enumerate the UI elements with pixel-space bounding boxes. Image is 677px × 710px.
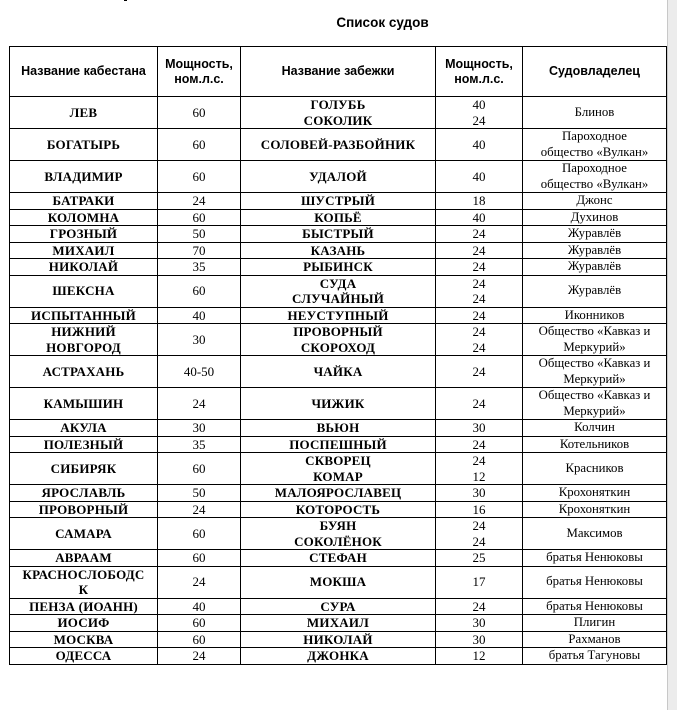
owner-cell-line: Меркурий» bbox=[563, 339, 626, 354]
capstan-name-cell-line: БАТРАКИ bbox=[52, 193, 115, 208]
boat-name-cell bbox=[241, 501, 436, 518]
capstan-power-cell: 60 bbox=[158, 97, 241, 129]
boat-power-cell-line: 16 bbox=[472, 501, 486, 517]
capstan-name-cell bbox=[10, 598, 158, 615]
capstan-name-cell bbox=[10, 356, 158, 388]
capstan-name-cell-line: НИЖНИЙ bbox=[51, 324, 116, 339]
boat-power-cell bbox=[436, 259, 523, 276]
capstan-power-cell: 40 bbox=[158, 598, 241, 615]
table-row bbox=[10, 501, 667, 518]
owner-cell-line: Джонс bbox=[576, 193, 613, 207]
capstan-name-cell-line: САМАРА bbox=[55, 525, 112, 541]
boat-name-cell-line: МАЛОЯРОСЛАВЕЦ bbox=[274, 485, 402, 500]
boat-name-cell bbox=[241, 307, 436, 324]
page-shadow bbox=[668, 0, 677, 710]
capstan-name-cell-line: НОВГОРОД bbox=[46, 339, 121, 355]
capstan-power-cell: 70 bbox=[158, 242, 241, 259]
boat-name-cell-line: ЧИЖИК bbox=[311, 395, 365, 411]
boat-power-cell bbox=[436, 275, 523, 307]
boat-name-cell bbox=[241, 209, 436, 226]
table-row bbox=[10, 566, 667, 598]
boat-name-cell-line: ДЖОНКА bbox=[307, 648, 369, 663]
boat-name-cell-line: КАЗАНЬ bbox=[310, 242, 366, 258]
owner-cell-line: Блинов bbox=[574, 104, 615, 119]
owner-cell bbox=[523, 598, 667, 615]
capstan-name-cell bbox=[10, 453, 158, 485]
table-row bbox=[10, 242, 667, 259]
capstan-name-cell bbox=[10, 129, 158, 161]
boat-power-cell-line: 40 bbox=[472, 168, 486, 184]
capstan-name-cell-line: НИКОЛАЙ bbox=[48, 259, 119, 274]
boat-name-cell-line: СОЛОВЕЙ-РАЗБОЙНИК bbox=[260, 136, 416, 152]
capstan-name-cell-line: К bbox=[78, 582, 89, 597]
capstan-name-cell bbox=[10, 485, 158, 502]
boat-name-cell bbox=[241, 648, 436, 665]
table-row bbox=[10, 518, 667, 550]
owner-cell bbox=[523, 275, 667, 307]
owner-cell bbox=[523, 129, 667, 161]
owner-cell bbox=[523, 518, 667, 550]
owner-cell-line: Меркурий» bbox=[563, 371, 626, 386]
owner-cell bbox=[523, 307, 667, 324]
capstan-name-cell-line: ШЕКСНА bbox=[52, 283, 115, 299]
capstan-power-cell: 60 bbox=[158, 518, 241, 550]
capstan-name-cell bbox=[10, 420, 158, 437]
table-body bbox=[10, 97, 667, 665]
table-row bbox=[10, 631, 667, 648]
boat-power-cell-line: 24 bbox=[472, 275, 486, 291]
owner-cell bbox=[523, 356, 667, 388]
owner-cell-line: братья Ненюковы bbox=[546, 574, 643, 589]
owner-cell-line: общество «Вулкан» bbox=[540, 176, 649, 191]
capstan-power-cell: 35 bbox=[158, 259, 241, 276]
owner-cell-line: Пароходное bbox=[562, 129, 627, 143]
boat-power-cell-line: 24 bbox=[472, 242, 486, 258]
header-owner: Судовладелец bbox=[523, 47, 667, 97]
boat-power-cell-line: 24 bbox=[472, 112, 486, 128]
table-row bbox=[10, 598, 667, 615]
table-row bbox=[10, 420, 667, 437]
boat-power-cell-line: 24 bbox=[472, 395, 486, 411]
capstan-name-cell-line: КАМЫШИН bbox=[43, 395, 124, 411]
header-boat-name: Название забежки bbox=[241, 47, 436, 97]
table-row bbox=[10, 388, 667, 420]
boat-power-cell-line: 40 bbox=[472, 209, 486, 225]
boat-power-cell-line: 24 bbox=[472, 598, 486, 614]
boat-name-cell-line: НИКОЛАЙ bbox=[303, 631, 373, 647]
capstan-name-cell bbox=[10, 648, 158, 665]
boat-name-cell bbox=[241, 420, 436, 437]
capstan-power-cell: 60 bbox=[158, 161, 241, 193]
boat-name-cell-line: СКВОРЕЦ bbox=[305, 453, 371, 468]
boat-power-cell bbox=[436, 242, 523, 259]
table-row bbox=[10, 259, 667, 276]
table-row bbox=[10, 209, 667, 226]
boat-power-cell-line: 25 bbox=[472, 550, 486, 565]
owner-cell bbox=[523, 97, 667, 129]
capstan-name-cell bbox=[10, 209, 158, 226]
capstan-name-cell bbox=[10, 324, 158, 356]
capstan-name-cell bbox=[10, 161, 158, 193]
owner-cell-line: Колчин bbox=[574, 420, 615, 434]
owner-cell-line: братья Ненюковы bbox=[546, 550, 643, 564]
owner-cell-line: Журавлёв bbox=[567, 259, 622, 273]
boat-power-cell-line: 24 bbox=[472, 533, 486, 549]
page-mark bbox=[124, 0, 127, 1]
boat-power-cell-line: 18 bbox=[472, 193, 486, 208]
boat-name-cell bbox=[241, 193, 436, 210]
table-row bbox=[10, 226, 667, 243]
boat-power-cell bbox=[436, 388, 523, 420]
boat-name-cell-line: ПРОВОРНЫЙ bbox=[293, 324, 383, 339]
boat-name-cell-line: СОКОЛЁНОК bbox=[294, 533, 382, 549]
boat-name-cell-line: СЛУЧАЙНЫЙ bbox=[291, 291, 385, 306]
boat-name-cell-line: НЕУСТУПНЫЙ bbox=[287, 307, 389, 323]
boat-name-cell-line: БУЯН bbox=[319, 518, 357, 533]
boat-power-cell-line: 24 bbox=[472, 226, 486, 241]
owner-cell-line: Пароходное bbox=[562, 161, 627, 175]
capstan-power-cell: 30 bbox=[158, 420, 241, 437]
boat-power-cell bbox=[436, 453, 523, 485]
capstan-power-cell: 60 bbox=[158, 209, 241, 226]
capstan-name-cell-line: ПОЛЕЗНЫЙ bbox=[43, 436, 124, 452]
owner-cell-line: Журавлёв bbox=[567, 283, 622, 298]
owner-cell-line: общество «Вулкан» bbox=[540, 144, 649, 159]
capstan-name-cell-line: ПЕНЗА (ИОАНН) bbox=[29, 598, 138, 614]
boat-name-cell-line: КОМАР bbox=[313, 468, 363, 484]
boat-power-cell-line: 12 bbox=[472, 648, 486, 663]
capstan-name-cell-line: ОДЕССА bbox=[55, 648, 112, 663]
table-row bbox=[10, 324, 667, 356]
boat-power-cell-line: 12 bbox=[472, 468, 486, 484]
boat-power-cell-line: 30 bbox=[472, 631, 486, 647]
boat-name-cell bbox=[241, 518, 436, 550]
owner-cell bbox=[523, 209, 667, 226]
boat-power-cell-line: 30 bbox=[472, 485, 486, 500]
owner-cell-line: Меркурий» bbox=[563, 403, 626, 418]
owner-cell-line: Журавлёв bbox=[567, 226, 622, 240]
capstan-name-cell-line: ПРОВОРНЫЙ bbox=[38, 501, 129, 517]
table-header-row bbox=[10, 47, 667, 97]
boat-power-cell bbox=[436, 631, 523, 648]
boat-name-cell bbox=[241, 324, 436, 356]
boat-name-cell bbox=[241, 356, 436, 388]
boat-power-cell bbox=[436, 324, 523, 356]
boat-name-cell bbox=[241, 485, 436, 502]
capstan-name-cell-line: АКУЛА bbox=[60, 420, 107, 435]
boat-power-cell bbox=[436, 420, 523, 437]
capstan-name-cell bbox=[10, 501, 158, 518]
boat-name-cell-line: СТЕФАН bbox=[309, 550, 367, 565]
boat-name-cell bbox=[241, 97, 436, 129]
boat-power-cell bbox=[436, 209, 523, 226]
capstan-name-cell-line: МИХАИЛ bbox=[52, 242, 115, 258]
boat-name-cell-line: КОТОРОСТЬ bbox=[295, 501, 381, 517]
boat-name-cell bbox=[241, 453, 436, 485]
capstan-name-cell-line: ЛЕВ bbox=[69, 104, 98, 120]
boat-power-cell-line: 24 bbox=[472, 339, 486, 355]
capstan-power-cell: 30 bbox=[158, 324, 241, 356]
boat-power-cell-line: 17 bbox=[472, 574, 486, 590]
owner-cell-line: Крохоняткин bbox=[558, 485, 631, 499]
owner-cell-line: братья Тагуновы bbox=[548, 648, 641, 662]
owner-cell bbox=[523, 550, 667, 567]
boat-power-cell bbox=[436, 550, 523, 567]
boat-power-cell bbox=[436, 615, 523, 632]
boat-power-cell-line: 24 bbox=[472, 436, 486, 452]
owner-cell bbox=[523, 388, 667, 420]
owner-cell-line: Плигин bbox=[573, 615, 616, 629]
owner-cell bbox=[523, 485, 667, 502]
boat-power-cell-line: 24 bbox=[472, 363, 486, 379]
header-capstan-power: Мощность, ном.л.с. bbox=[158, 47, 241, 97]
owner-cell-line: Общество «Кавказ и bbox=[538, 388, 651, 402]
capstan-power-cell: 50 bbox=[158, 485, 241, 502]
capstan-power-cell: 50 bbox=[158, 226, 241, 243]
capstan-power-cell: 60 bbox=[158, 615, 241, 632]
boat-power-cell bbox=[436, 97, 523, 129]
boat-name-cell-line: МИХАИЛ bbox=[306, 615, 370, 630]
boat-name-cell-line: СКОРОХОД bbox=[300, 339, 376, 355]
table-row bbox=[10, 485, 667, 502]
capstan-name-cell bbox=[10, 242, 158, 259]
owner-cell bbox=[523, 615, 667, 632]
owner-cell bbox=[523, 436, 667, 453]
boat-power-cell bbox=[436, 193, 523, 210]
boat-power-cell bbox=[436, 485, 523, 502]
boat-name-cell-line: СУДА bbox=[319, 275, 357, 291]
owner-cell-line: Красников bbox=[565, 460, 624, 475]
table-row bbox=[10, 97, 667, 129]
table-row bbox=[10, 615, 667, 632]
capstan-name-cell-line: ИОСИФ bbox=[57, 615, 110, 630]
capstan-name-cell bbox=[10, 566, 158, 598]
capstan-name-cell bbox=[10, 388, 158, 420]
owner-cell-line: Котельников bbox=[559, 436, 630, 451]
capstan-power-cell: 24 bbox=[158, 648, 241, 665]
capstan-name-cell bbox=[10, 631, 158, 648]
header-boat-power: Мощность, ном.л.с. bbox=[436, 47, 523, 97]
boat-power-cell-line: 24 bbox=[472, 259, 486, 274]
owner-cell-line: Общество «Кавказ и bbox=[538, 356, 651, 370]
boat-name-cell bbox=[241, 259, 436, 276]
boat-name-cell bbox=[241, 242, 436, 259]
boat-name-cell-line: РЫБИНСК bbox=[303, 259, 373, 274]
table-row bbox=[10, 161, 667, 193]
boat-power-cell bbox=[436, 566, 523, 598]
ships-table bbox=[9, 46, 667, 665]
capstan-name-cell bbox=[10, 259, 158, 276]
capstan-power-cell: 40-50 bbox=[158, 356, 241, 388]
capstan-name-cell bbox=[10, 615, 158, 632]
owner-cell bbox=[523, 420, 667, 437]
capstan-name-cell-line: БОГАТЫРЬ bbox=[46, 136, 121, 152]
capstan-power-cell: 24 bbox=[158, 566, 241, 598]
capstan-name-cell-line: ВЛАДИМИР bbox=[44, 168, 123, 184]
owner-cell-line: Рахманов bbox=[568, 631, 621, 646]
capstan-power-cell: 60 bbox=[158, 275, 241, 307]
capstan-name-cell bbox=[10, 226, 158, 243]
boat-power-cell-line: 40 bbox=[472, 97, 486, 112]
capstan-name-cell-line: ЯРОСЛАВЛЬ bbox=[41, 485, 126, 500]
capstan-name-cell-line: МОСКВА bbox=[53, 631, 114, 647]
capstan-power-cell: 24 bbox=[158, 501, 241, 518]
boat-name-cell bbox=[241, 550, 436, 567]
boat-name-cell bbox=[241, 388, 436, 420]
boat-power-cell-line: 40 bbox=[472, 136, 486, 152]
boat-power-cell-line: 30 bbox=[472, 615, 486, 630]
capstan-power-cell: 60 bbox=[158, 129, 241, 161]
boat-name-cell bbox=[241, 598, 436, 615]
table-row bbox=[10, 453, 667, 485]
capstan-name-cell bbox=[10, 436, 158, 453]
boat-name-cell-line: МОКША bbox=[309, 574, 367, 590]
capstan-name-cell bbox=[10, 275, 158, 307]
boat-power-cell bbox=[436, 436, 523, 453]
boat-name-cell bbox=[241, 615, 436, 632]
owner-cell bbox=[523, 631, 667, 648]
table-row bbox=[10, 436, 667, 453]
owner-cell bbox=[523, 324, 667, 356]
owner-cell bbox=[523, 226, 667, 243]
boat-name-cell bbox=[241, 129, 436, 161]
boat-name-cell-line: ВЬЮН bbox=[316, 420, 360, 435]
owner-cell-line: Духинов bbox=[570, 209, 619, 224]
owner-cell bbox=[523, 501, 667, 518]
table-row bbox=[10, 275, 667, 307]
capstan-power-cell: 35 bbox=[158, 436, 241, 453]
boat-name-cell-line: СОКОЛИК bbox=[303, 112, 373, 128]
boat-power-cell bbox=[436, 501, 523, 518]
boat-name-cell bbox=[241, 226, 436, 243]
capstan-name-cell-line: ГРОЗНЫЙ bbox=[49, 226, 118, 241]
boat-power-cell bbox=[436, 226, 523, 243]
capstan-name-cell bbox=[10, 193, 158, 210]
owner-cell bbox=[523, 193, 667, 210]
capstan-power-cell: 60 bbox=[158, 453, 241, 485]
owner-cell bbox=[523, 259, 667, 276]
capstan-name-cell bbox=[10, 307, 158, 324]
owner-cell-line: Максимов bbox=[566, 525, 623, 540]
capstan-name-cell bbox=[10, 97, 158, 129]
capstan-power-cell: 24 bbox=[158, 193, 241, 210]
boat-power-cell-line: 24 bbox=[472, 453, 486, 468]
owner-cell-line: братья Ненюковы bbox=[546, 598, 643, 613]
capstan-name-cell-line: СИБИРЯК bbox=[50, 460, 117, 476]
capstan-power-cell: 24 bbox=[158, 388, 241, 420]
table-row bbox=[10, 648, 667, 665]
owner-cell bbox=[523, 648, 667, 665]
boat-name-cell bbox=[241, 566, 436, 598]
capstan-name-cell bbox=[10, 518, 158, 550]
owner-cell bbox=[523, 566, 667, 598]
boat-name-cell-line: УДАЛОЙ bbox=[309, 168, 367, 184]
boat-name-cell-line: ПОСПЕШНЫЙ bbox=[289, 436, 387, 452]
owner-cell-line: Журавлёв bbox=[567, 242, 622, 257]
capstan-name-cell bbox=[10, 550, 158, 567]
owner-cell bbox=[523, 242, 667, 259]
table-row bbox=[10, 307, 667, 324]
owner-cell-line: Иконников bbox=[564, 307, 625, 322]
boat-name-cell-line: ГОЛУБЬ bbox=[310, 97, 366, 112]
boat-power-cell bbox=[436, 129, 523, 161]
boat-power-cell-line: 30 bbox=[472, 420, 486, 435]
boat-name-cell bbox=[241, 631, 436, 648]
capstan-name-cell-line: КРАСНОСЛОБОДС bbox=[22, 566, 145, 582]
capstan-name-cell-line: ИСПЫТАННЫЙ bbox=[31, 307, 136, 323]
owner-cell-line: Крохоняткин bbox=[558, 501, 631, 516]
boat-name-cell-line: СУРА bbox=[320, 598, 356, 614]
boat-power-cell-line: 24 bbox=[472, 518, 486, 533]
table-row bbox=[10, 193, 667, 210]
boat-name-cell-line: КОПЬЁ bbox=[314, 209, 362, 225]
boat-power-cell-line: 24 bbox=[472, 324, 486, 339]
table-row bbox=[10, 129, 667, 161]
boat-name-cell-line: ШУСТРЫЙ bbox=[300, 193, 376, 208]
document-title: Список судов bbox=[336, 15, 429, 30]
capstan-name-cell-line: АВРААМ bbox=[55, 550, 112, 565]
capstan-power-cell: 60 bbox=[158, 631, 241, 648]
capstan-power-cell: 40 bbox=[158, 307, 241, 324]
boat-name-cell bbox=[241, 275, 436, 307]
boat-power-cell bbox=[436, 307, 523, 324]
boat-power-cell bbox=[436, 518, 523, 550]
table-row bbox=[10, 550, 667, 567]
boat-power-cell bbox=[436, 356, 523, 388]
boat-name-cell bbox=[241, 161, 436, 193]
boat-power-cell bbox=[436, 598, 523, 615]
boat-name-cell-line: БЫСТРЫЙ bbox=[302, 226, 374, 241]
owner-cell bbox=[523, 453, 667, 485]
boat-name-cell bbox=[241, 436, 436, 453]
table-row bbox=[10, 356, 667, 388]
capstan-name-cell-line: КОЛОМНА bbox=[47, 209, 120, 225]
capstan-name-cell-line: АСТРАХАНЬ bbox=[42, 363, 125, 379]
boat-power-cell bbox=[436, 161, 523, 193]
capstan-power-cell: 60 bbox=[158, 550, 241, 567]
boat-power-cell-line: 24 bbox=[472, 291, 486, 306]
boat-power-cell bbox=[436, 648, 523, 665]
header-capstan-name: Название кабестана bbox=[10, 47, 158, 97]
boat-power-cell-line: 24 bbox=[472, 307, 486, 323]
owner-cell bbox=[523, 161, 667, 193]
owner-cell-line: Общество «Кавказ и bbox=[538, 324, 651, 338]
boat-name-cell-line: ЧАЙКА bbox=[313, 363, 363, 379]
